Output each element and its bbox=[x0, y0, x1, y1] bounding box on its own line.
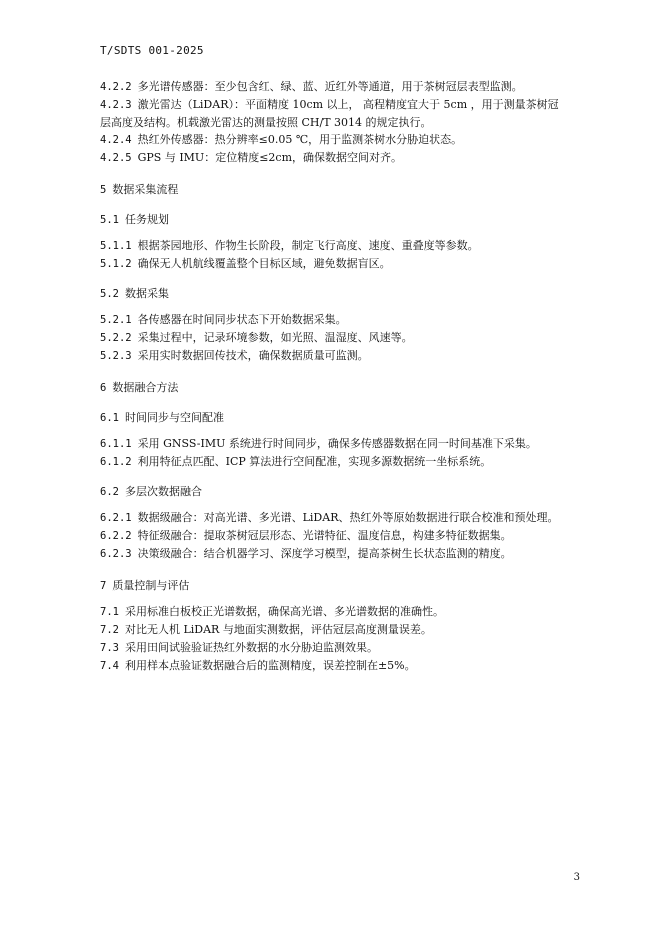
clause-text: 根据茶园地形、作物生长阶段，制定飞行高度、速度、重叠度等参数。 bbox=[137, 239, 479, 252]
clause-number: 5.2.2 bbox=[100, 332, 132, 344]
clause-number: 7.4 bbox=[100, 660, 119, 672]
clause-text: 多光谱传感器：至少包含红、绿、蓝、近红外等通道，用于茶树冠层表型监测。 bbox=[137, 80, 523, 93]
clause-number: 4.2.3 bbox=[100, 99, 132, 111]
section-heading-6 bbox=[100, 379, 580, 397]
clause-text: 采集过程中，记录环境参数，如光照、温湿度、风速等。 bbox=[137, 331, 413, 344]
clause-number: 4.2.5 bbox=[100, 152, 132, 164]
clause-text: 热红外传感器：热分辨率≤0.05 ℃，用于监测茶树水分胁迫状态。 bbox=[137, 133, 463, 146]
clause-text: 确保无人机航线覆盖整个目标区域，避免数据盲区。 bbox=[137, 257, 391, 270]
clause-text: 采用 GNSS-IMU 系统进行时间同步，确保多传感器数据在同一时间基准下采集。 bbox=[137, 437, 537, 450]
section-heading-7 bbox=[100, 577, 580, 595]
clause-text: 采用标准白板校正光谱数据，确保高光谱、多光谱数据的准确性。 bbox=[124, 605, 444, 618]
clause-text: 采用田间试验验证热红外数据的水分胁迫监测效果。 bbox=[124, 641, 378, 654]
clause-5-1-1 bbox=[100, 237, 580, 255]
clause-7-3 bbox=[100, 639, 580, 657]
clause-number: 5.1.2 bbox=[100, 258, 132, 270]
clause-4-2-3 bbox=[100, 96, 580, 114]
clause-text: 激光雷达（LiDAR）：平面精度 10cm 以上， 高程精度宜大于 5cm ，用于测量茶树冠 bbox=[137, 98, 559, 111]
clause-5-1-2 bbox=[100, 255, 580, 273]
clause-text: 特征级融合：提取茶树冠层形态、光谱特征、温度信息，构建多特征数据集。 bbox=[137, 529, 512, 542]
clause-4-2-4 bbox=[100, 131, 580, 149]
subsection-title: 时间同步与空间配准 bbox=[124, 411, 224, 424]
subsection-title: 多层次数据融合 bbox=[124, 485, 202, 498]
section-title: 数据融合方法 bbox=[112, 381, 179, 394]
clause-text: 决策级融合：结合机器学习、深度学习模型，提高茶树生长状态监测的精度。 bbox=[137, 547, 512, 560]
clause-4-2-5 bbox=[100, 149, 580, 167]
section-title: 数据采集流程 bbox=[112, 183, 179, 196]
clause-6-2-3 bbox=[100, 545, 580, 563]
section-number: 5 bbox=[100, 184, 107, 196]
clause-5-2-2 bbox=[100, 329, 580, 347]
standard-code-header: T/SDTS 001-2025 bbox=[100, 44, 204, 57]
clause-text: 层高度及结构。机载激光雷达的测量按照 CH/T 3014 的规定执行。 bbox=[100, 116, 432, 129]
clause-text: 利用特征点匹配、ICP 算法进行空间配准，实现多源数据统一坐标系统。 bbox=[137, 455, 492, 468]
clause-7-1 bbox=[100, 603, 580, 621]
clause-text: 对比无人机 LiDAR 与地面实测数据，评估冠层高度测量误差。 bbox=[124, 623, 432, 636]
clause-6-2-2 bbox=[100, 527, 580, 545]
subsection-number: 5.2 bbox=[100, 288, 119, 300]
subsection-number: 6.2 bbox=[100, 486, 119, 498]
section-number: 6 bbox=[100, 382, 107, 394]
clause-5-2-1 bbox=[100, 311, 580, 329]
clause-number: 6.1.2 bbox=[100, 456, 132, 468]
section-heading-5 bbox=[100, 181, 580, 199]
subsection-title: 数据采集 bbox=[124, 287, 169, 300]
clause-text: 利用样本点验证数据融合后的监测精度，误差控制在±5%。 bbox=[124, 659, 416, 672]
clause-4-2-3-cont bbox=[100, 114, 580, 131]
clause-number: 7.2 bbox=[100, 624, 119, 636]
clause-number: 7.1 bbox=[100, 606, 119, 618]
section-number: 7 bbox=[100, 580, 107, 592]
clause-7-4 bbox=[100, 657, 580, 675]
clause-number: 4.2.2 bbox=[100, 81, 132, 93]
clause-text: 数据级融合：对高光谱、多光谱、LiDAR、热红外等原始数据进行联合校准和预处理。 bbox=[137, 511, 559, 524]
document-body bbox=[100, 78, 580, 675]
clause-number: 5.2.3 bbox=[100, 350, 132, 362]
section-title: 质量控制与评估 bbox=[112, 579, 190, 592]
clause-number: 7.3 bbox=[100, 642, 119, 654]
clause-number: 6.1.1 bbox=[100, 438, 132, 450]
clause-number: 5.1.1 bbox=[100, 240, 132, 252]
clause-5-2-3 bbox=[100, 347, 580, 365]
clause-number: 4.2.4 bbox=[100, 134, 132, 146]
subsection-heading-6-2 bbox=[100, 483, 580, 501]
clause-number: 6.2.2 bbox=[100, 530, 132, 542]
clause-number: 6.2.1 bbox=[100, 512, 132, 524]
clause-number: 5.2.1 bbox=[100, 314, 132, 326]
subsection-heading-5-1 bbox=[100, 211, 580, 229]
clause-6-1-2 bbox=[100, 453, 580, 471]
clause-text: GPS 与 IMU：定位精度≤2cm，确保数据空间对齐。 bbox=[137, 151, 403, 164]
subsection-heading-6-1 bbox=[100, 409, 580, 427]
clause-6-2-1 bbox=[100, 509, 580, 527]
subsection-number: 6.1 bbox=[100, 412, 119, 424]
clause-6-1-1 bbox=[100, 435, 580, 453]
subsection-title: 任务规划 bbox=[124, 213, 169, 226]
clause-text: 采用实时数据回传技术，确保数据质量可监测。 bbox=[137, 349, 369, 362]
subsection-heading-5-2 bbox=[100, 285, 580, 303]
clause-text: 各传感器在时间同步状态下开始数据采集。 bbox=[137, 313, 347, 326]
subsection-number: 5.1 bbox=[100, 214, 119, 226]
clause-7-2 bbox=[100, 621, 580, 639]
page-number: 3 bbox=[573, 872, 580, 883]
clause-number: 6.2.3 bbox=[100, 548, 132, 560]
clause-4-2-2 bbox=[100, 78, 580, 96]
